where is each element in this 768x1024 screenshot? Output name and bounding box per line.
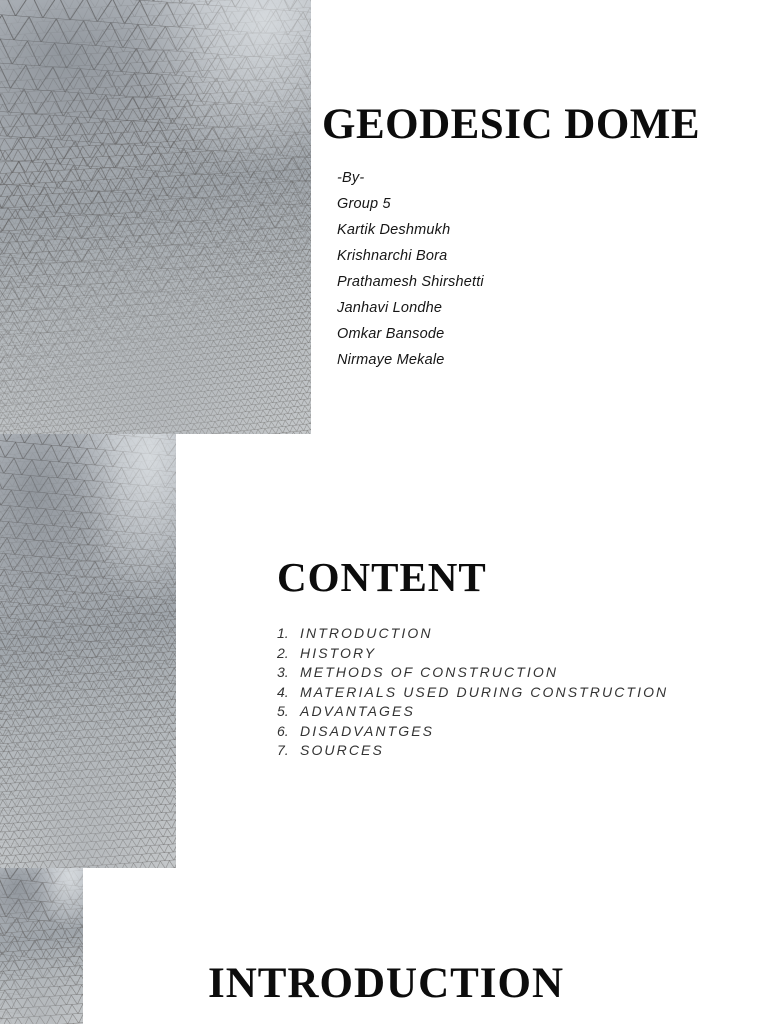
content-heading: CONTENT — [277, 554, 487, 601]
list-item-number: 7. — [277, 742, 289, 758]
list-item — [277, 702, 668, 722]
list-item-number: 6. — [277, 722, 289, 739]
author-name: Omkar Bansode — [337, 326, 445, 342]
list-item-number: 4. — [277, 683, 289, 700]
byline-label: -By- — [337, 170, 365, 186]
geodesic-mesh-graphic — [0, 868, 83, 1024]
list-item — [277, 644, 668, 664]
list-item-label: DISADVANTGES — [300, 722, 435, 739]
author-name: Krishnarchi Bora — [337, 248, 448, 264]
geodesic-mesh-graphic — [0, 434, 176, 868]
introduction-heading: INTRODUCTION — [208, 959, 565, 1007]
list-item-label: HISTORY — [300, 644, 377, 661]
list-item — [277, 683, 668, 703]
author-name: Kartik Deshmukh — [337, 222, 451, 238]
list-item-number: 2. — [277, 644, 289, 661]
list-item — [277, 624, 668, 644]
list-item-label: SOURCES — [300, 742, 384, 758]
list-item-label: INTRODUCTION — [300, 625, 433, 641]
list-item — [277, 663, 668, 683]
geodesic-dome-image-title — [0, 0, 311, 434]
page-title: GEODESIC DOME — [322, 100, 701, 148]
content-slide — [0, 434, 768, 868]
list-item-number: 5. — [277, 703, 289, 719]
list-item-number: 3. — [277, 664, 289, 680]
list-item-number: 1. — [277, 625, 289, 641]
geodesic-dome-image-introduction — [0, 868, 83, 1024]
list-item-label: ADVANTAGES — [300, 703, 415, 719]
geodesic-mesh-graphic — [0, 0, 311, 434]
byline — [337, 165, 717, 373]
geodesic-dome-image-content — [0, 434, 176, 868]
list-item-label: MATERIALS USED DURING CONSTRUCTION — [300, 683, 669, 700]
author-name: Prathamesh Shirshetti — [337, 274, 484, 290]
introduction-slide — [0, 868, 768, 1024]
list-item — [277, 741, 668, 761]
list-item — [277, 722, 668, 742]
content-list — [277, 624, 668, 761]
author-name: Janhavi Londhe — [337, 300, 443, 316]
group-name: Group 5 — [337, 196, 391, 212]
author-name: Nirmaye Mekale — [337, 352, 445, 368]
list-item-label: METHODS OF CONSTRUCTION — [300, 664, 559, 680]
title-slide — [0, 0, 768, 434]
